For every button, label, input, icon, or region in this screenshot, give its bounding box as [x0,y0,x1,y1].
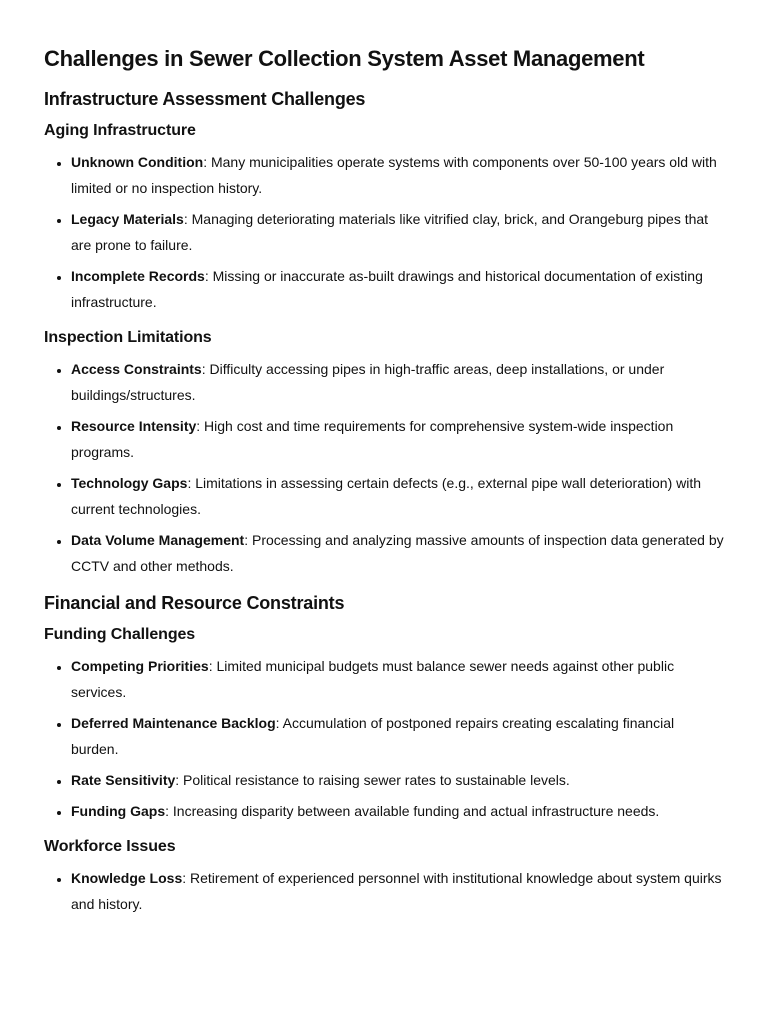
list-item [71,865,724,917]
item-text: : Limited municipal budgets must balance sewer needs against other public services. [71,658,675,700]
item-term: Data Volume Management [71,532,245,548]
bullet-list-inspection-limitations [44,356,724,579]
item-term: Incomplete Records [71,268,205,284]
item-term: Access Constraints [71,361,202,377]
item-term: Deferred Maintenance Backlog [71,715,276,731]
item-term: Legacy Materials [71,211,184,227]
list-item [71,413,724,465]
item-text: : Missing or inaccurate as-built drawings and historical documentation of existing infrastructure. [71,268,703,310]
list-item [71,653,724,705]
list-item [71,710,724,762]
subsection-heading-aging-infrastructure: Aging Infrastructure [44,122,196,139]
list-item [71,798,724,824]
item-text: : Retirement of experienced personnel with institutional knowledge about system quirks and history. [71,870,722,912]
item-term: Unknown Condition [71,154,204,170]
page-title: Challenges in Sewer Collection System Asset Management [44,46,645,71]
list-item [71,149,724,201]
item-text: : Political resistance to raising sewer rates to sustainable levels. [175,772,570,788]
bullet-list-aging-infrastructure [44,149,724,315]
item-text: : Accumulation of postponed repairs creating escalating financial burden. [71,715,675,757]
item-term: Knowledge Loss [71,870,183,886]
item-term: Resource Intensity [71,418,197,434]
item-term: Rate Sensitivity [71,772,176,788]
list-item [71,767,724,793]
bullet-list-workforce-issues [44,865,724,917]
list-item [71,470,724,522]
list-item [71,263,724,315]
subsection-heading-inspection-limitations: Inspection Limitations [44,329,212,346]
list-item [71,206,724,258]
bullet-list-funding-challenges [44,653,724,824]
item-text: : Many municipalities operate systems with components over 50-100 years old with limited or no inspection history. [71,154,717,196]
section-heading-financial-resource: Financial and Resource Constraints [44,593,345,613]
item-text: : Limitations in assessing certain defects (e.g., external pipe wall deterioration) with current technologies. [71,475,702,517]
item-term: Technology Gaps [71,475,188,491]
item-text: : Increasing disparity between available funding and actual infrastructure needs. [165,803,660,819]
section-heading-infrastructure-assessment: Infrastructure Assessment Challenges [44,89,366,109]
item-text: : Processing and analyzing massive amounts of inspection data generated by CCTV and other methods. [71,532,724,574]
list-item [71,527,724,579]
item-text: : Managing deteriorating materials like vitrified clay, brick, and Orangeburg pipes that are prone to failure. [71,211,709,253]
subsection-heading-funding-challenges: Funding Challenges [44,626,196,643]
list-item [71,356,724,408]
item-text: : High cost and time requirements for comprehensive system-wide inspection programs. [71,418,674,460]
item-text: : Difficulty accessing pipes in high-traffic areas, deep installations, or under buildings/structures. [71,361,665,403]
item-term: Funding Gaps [71,803,166,819]
item-term: Competing Priorities [71,658,209,674]
subsection-heading-workforce-issues: Workforce Issues [44,838,176,855]
